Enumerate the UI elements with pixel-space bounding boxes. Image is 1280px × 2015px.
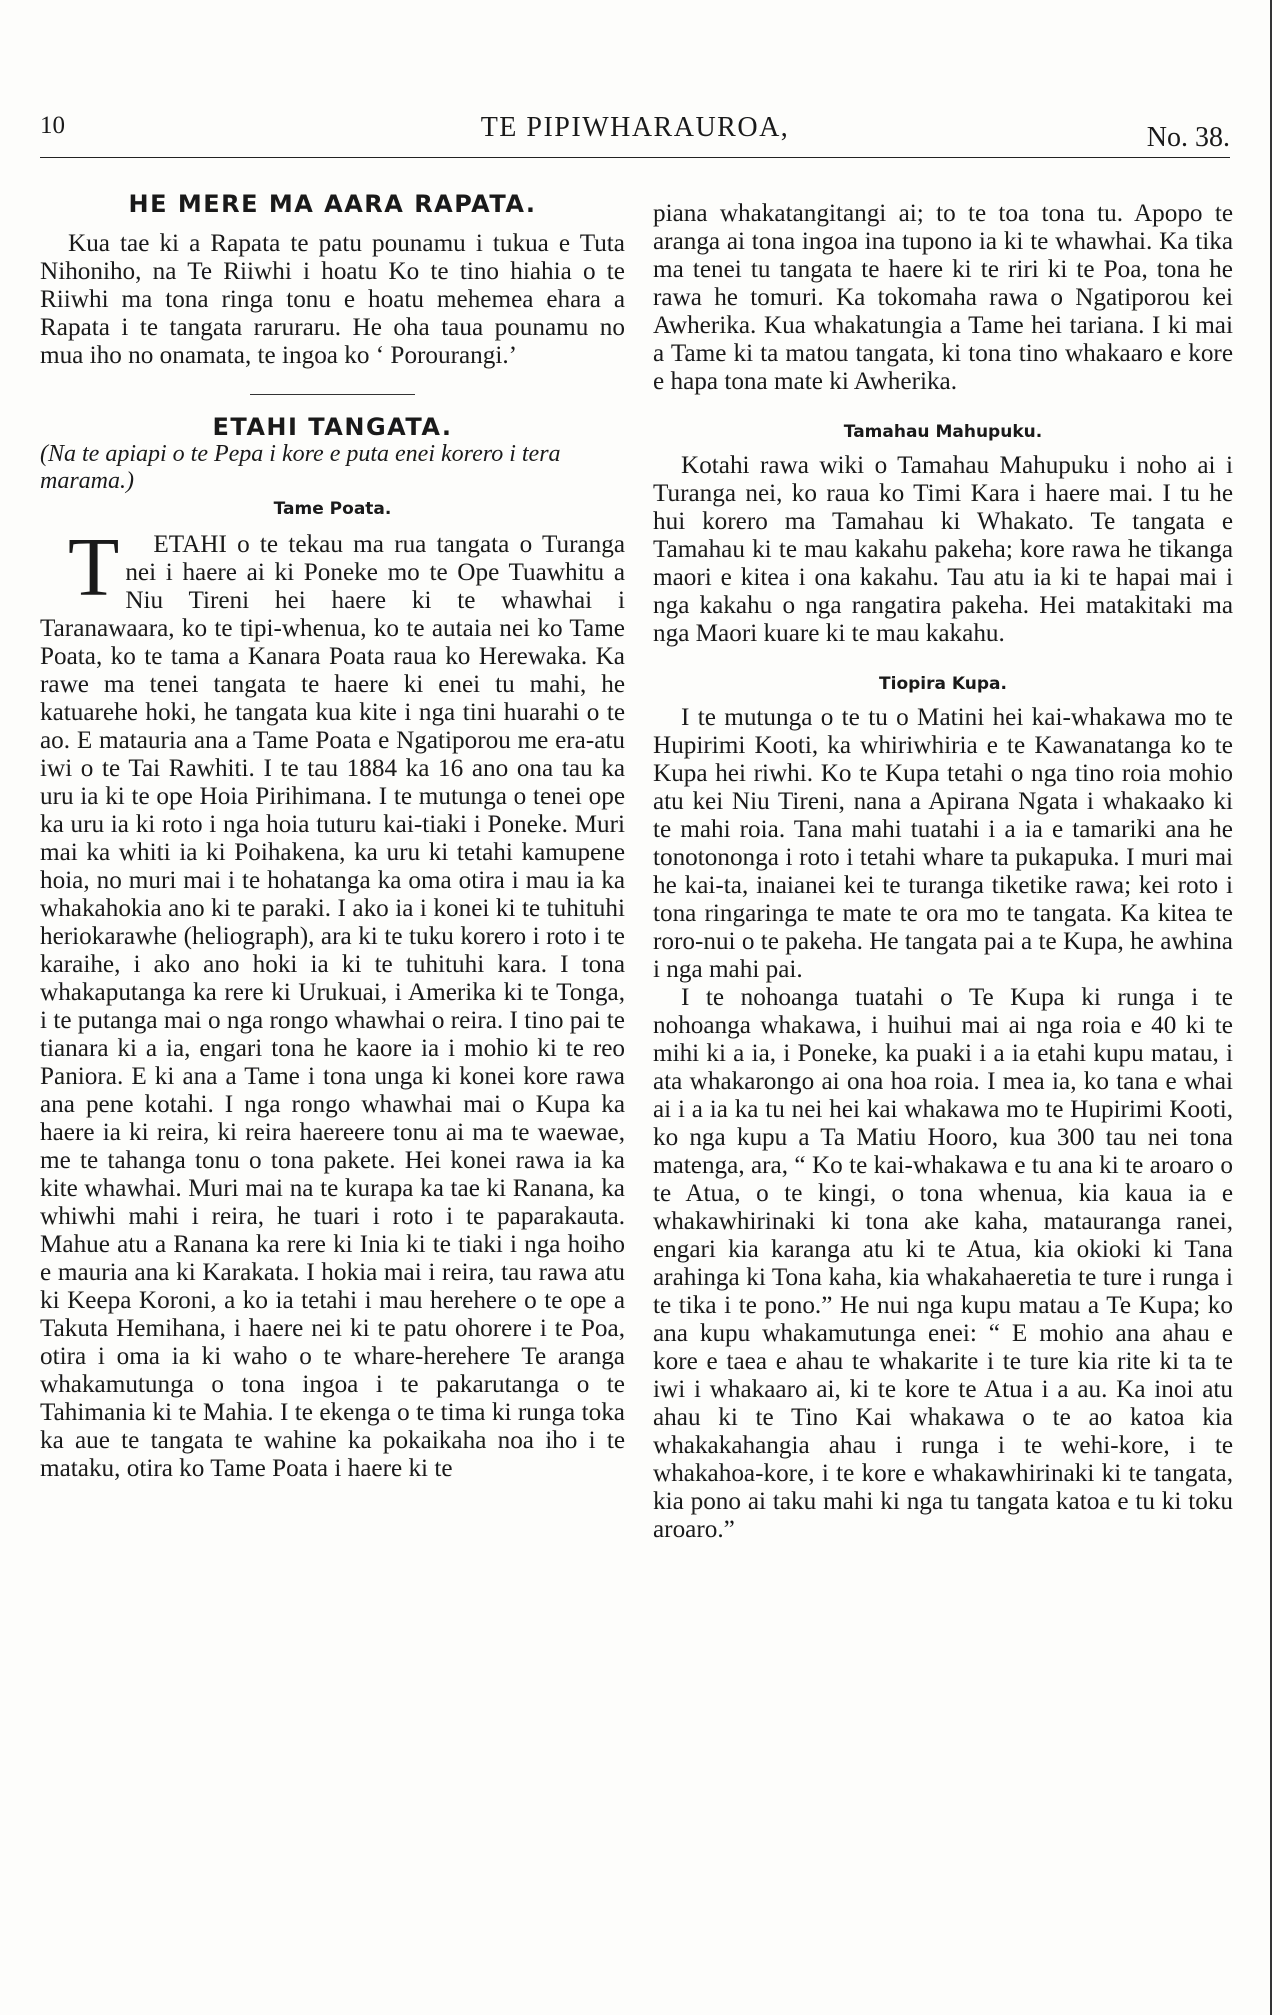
left-column [40, 190, 625, 1483]
subheading-tiopira-kupa: Tiopira Kupa. [879, 674, 1007, 694]
heading-he-mere-ma-aara-rapata: HE MERE MA AARA RAPATA. [128, 190, 537, 218]
tamahau-paragraph: Kotahi rawa wiki o Tamahau Mahupuku i noho ai i Turanga nei, ko raua ko Timi Kara i haere mai. I tu he hui korero ma Tamahau ki Whakato. Te tangata e Tamahau ki te mau kakahu pakeha; kore rawa he tikanga maori e kitea i ona kakahu. Tau atu ia ki te hapai mai i nga kakahu o nga rangatira pakeha. Hei matakitaki ma nga Maori kuare ki te mau kakahu. [653, 452, 1233, 647]
tame-poata-article [40, 521, 625, 1483]
publication-title: TE PIPIWHARAUROA, [480, 112, 790, 143]
issue-number: No. 38. [1146, 122, 1230, 153]
kupa-paragraph-1: I te mutunga o te tu o Matini hei kai-whakawa mo te Hupirimi Kooti, ka whiriwhiria e te Kawanatanga ko te Kupa hei riwhi. Ko te Kupa tetahi o nga tino roia mohio atu kei Niu Tireni, nana a Apirana Ngata i whakaako ki te mahi roia. Tana mahi tuatahi i a ia e tamariki ana he tonotononga i roto i tetahi whare ta pukapuka. I muri mai he kai-ta, inaianei kei te turanga tiketike rawa; kei roto i tona ringaringa te mate te ora mo te tangata. Ka kitea te roro-nui o te pakeha. He tangata pai a te Kupa, he awhina i nga mahi pai. [653, 704, 1233, 983]
tame-poata-continuation: piana whakatangitangi ai; to te toa tona tu. Apopo te aranga ai tona ingoa ina tupono ia ki te whawhai. Ka tika ma tenei tu tangata te haere ki te riri ki te Poa, tona he rawa he tomuri. Ka tokomaha rawa o Ngatiporou kei Awherika. Kua whakatungia a Tame hei tariana. I ki mai a Tame ki ta matou tangata, ki tona tino whakaaro e kore e hapa tona mate ki Awherika. [653, 200, 1233, 395]
rapata-paragraph: Kua tae ki a Rapata te patu pounamu i tukua e Tuta Nihoniho, na Te Riiwhi i hoatu Ko te tino hiahia o te Riiwhi ma tona ringa tonu e hoatu mehemea ehara a Rapata i te tangata raruraru. He oha taua pounamu no mua iho no onamata, te ingoa ko ‘ Porourangi.’ [40, 230, 625, 369]
page-header [40, 112, 1230, 158]
drop-cap: T [68, 521, 120, 614]
page-edge-line [1270, 0, 1272, 2015]
right-column [653, 200, 1233, 1544]
subheading-tamahau-mahupuku: Tamahau Mahupuku. [843, 422, 1043, 442]
tame-poata-text: ETAHI o te tekau ma rua tangata o Turanga nei i haere ai ki Poneke mo te Ope Tuawhitu a Niu Tireni hei haere ki te whawhai i Taranawaara, ko te tipi-whenua, ko te autaia nei ko Tame Poata, ko te tama a Kanara Poata raua ko Herewaka. Ka rawe ma tenei tangata te haere ki enei tu mahi, he katuarehe hoki, he tangata kua kite i nga tini huarahi o te ao. E matauria ana a Tame Poata e Ngatiporou me era-atu iwi o te Tai Rawhiti. I te tau 1884 ka 16 ano ona tau ka uru ia ki te ope Hoia Pirihimana. I te mutunga o tenei ope ka uru ia ki roto i nga hoia tuturu kai-tiaki i Poneke. Muri mai ka whiti ia ki Poihakena, ka uru ki tetahi kamupene hoia, no muri mai i te hohatanga ka oma otira i mau ia ka whakahokia ano ki te paraki. I ako ia i konei ki te tuhituhi heriokarawhe (heliograph), ara ki te tuku korero i roto i te karaihe, i ako ano hoki ia ki te tuhituhi kara. I tona whakaputanga ka rere ki Urukuai, i Amerika ki te Tonga, i te putanga mai o nga rongo whawhai o reira. I tino pai te tianara ki a ia, engari tona he kaore ia i mohio ki te reo Paniora. E ki ana a Tame i tona unga ki konei kore rawa ana pene kotahi. I nga rongo whawhai mai o Kupa ka haere ia ki reira, ki reira haereere tonu ai ma te waewae, me te tahanga tonu o tona pakete. Hei konei rawa ia ka kite whawhai. Muri mai na te kurapa ka tae ki Ranana, ka whiwhi mahi i reira, he tuari i roto i te paparakauta. Mahue atu a Ranana ka rere ki Inia ki te tiaki i nga hoiho e mauria ana ki Karakata. I hokia mai i reira, tau rawa atu ki Keepa Koroni, a ko ia tetahi i mau herehere o te ope a Takuta Hemihana, i haere nei ki te patu ohorere i te Poa, otira i oma ia ki waho o te whare-herehere Te aranga whakamutunga o tona ingoa i te pakarutanga o te Tahimania ki te Mahia. I te ekenga o te tima ki runga toka ka aue te tangata te wahine ka pokaikaha noa iho i te mataku, otira ko Tame Poata i haere ki te [40, 531, 625, 1482]
editor-note: (Na te apiapi o te Pepa i kore e puta enei korero i tera marama.) [40, 441, 561, 494]
subheading-tame-poata: Tame Poata. [273, 499, 392, 519]
kupa-paragraph-2: I te nohoanga tuatahi o Te Kupa ki runga i te nohoanga whakawa, i huihui mai ai nga roia e 40 ki te mihi ki a ia, i Poneke, ka puaki i a ia etahi kupu matau, i ata whakarongo ai ona hoa roia. I mea ia, ko tana e whai ai i a ia ka tu nei hei kai whakawa mo te Hupirimi Kooti, ko nga kupu a Ta Matiu Hooro, kua 300 tau nei tona matenga, ara, “ Ko te kai-whakawa e tu ana ki te aroaro o te Atua, o te kingi, o tona whenua, kia kaua ia e whakawhirinaki ki tona ake kaha, matauranga ranei, engari kia karanga atu ki te Atua, kia okioki ki Tana arahinga ki Tona kaha, kia whakahaeretia te ture i runga i te tika i te pono.” He nui nga kupu matau a Te Kupa; ko ana kupu whakamutunga enei: “ E mohio ana ahau e kore e taea e ahau te whakarite i te ture kia rite ki ta te iwi i whakaaro ai, ki te kore te Atua i a au. Ka inoi atu ahau ki te Tino Kai whakawa o te ao katoa kia whakakahangia ahau i runga i te wehi-kore, i te whakahoa-kore, i te kore e whakawhirinaki ki te tangata, kia pono ai taku mahi ki nga tu tangata katoa e tu ki toku aroaro.” [653, 984, 1233, 1543]
header-rule [40, 157, 1230, 158]
page-number: 10 [40, 112, 65, 139]
section-divider [250, 394, 415, 395]
heading-etahi-tangata: ETAHI TANGATA. [212, 413, 453, 441]
